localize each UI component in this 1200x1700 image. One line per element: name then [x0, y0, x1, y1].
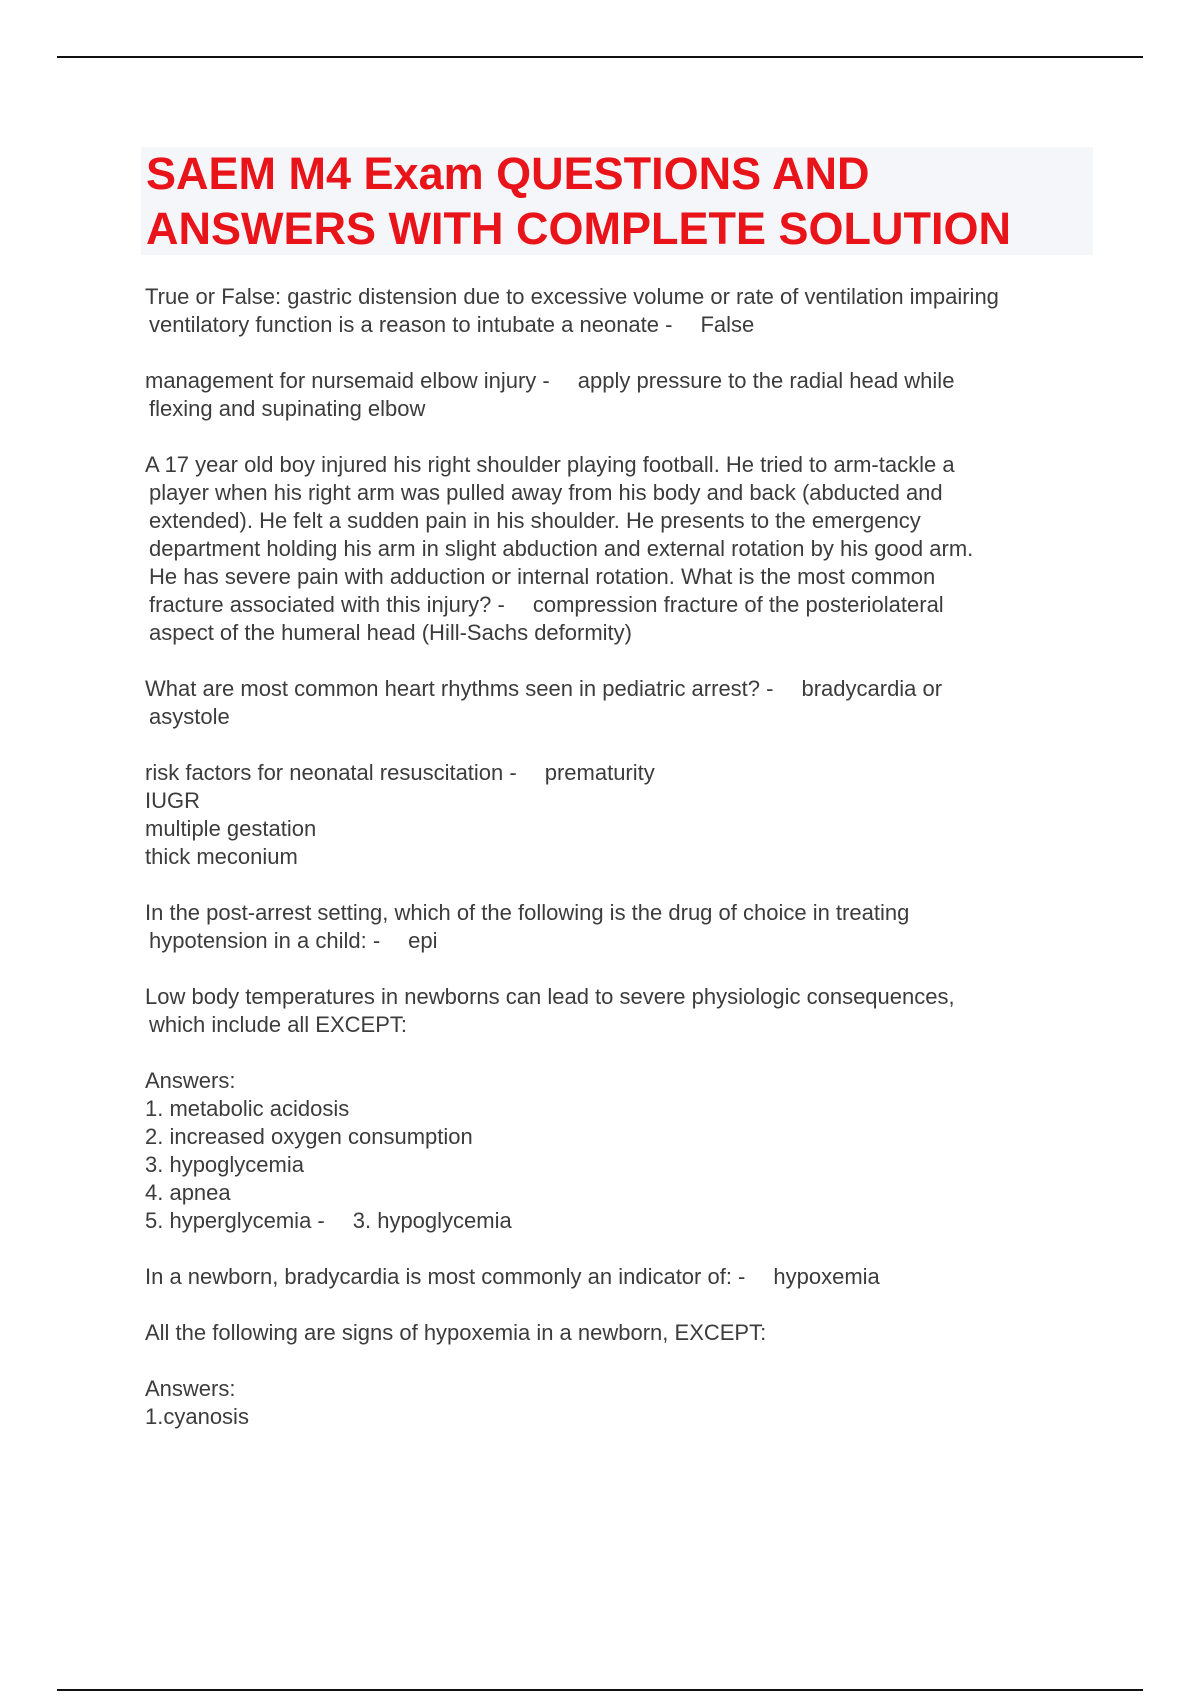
answer-list-item: multiple gestation — [145, 816, 317, 841]
qa-item — [145, 1319, 1105, 1431]
question-text: ventilatory function is a reason to intubate a neonate - — [149, 312, 673, 337]
answer-text: apply pressure to the radial head while — [577, 368, 955, 393]
qa-item — [145, 899, 1105, 955]
option-item: 3. hypoglycemia — [145, 1152, 304, 1177]
question-line: which include all EXCEPT: — [149, 1012, 408, 1037]
question-text: risk factors for neonatal resuscitation - — [145, 760, 517, 785]
page-bottom-rule — [57, 1689, 1143, 1691]
qa-item — [145, 451, 1105, 647]
question-line: extended). He felt a sudden pain in his shoulder. He presents to the emergency — [149, 508, 921, 533]
answer-text: epi — [408, 928, 438, 953]
question-text: In a newborn, bradycardia is most commonly an indicator of: - — [145, 1264, 746, 1289]
answer-text: prematurity — [544, 760, 655, 785]
question-text: management for nursemaid elbow injury - — [145, 368, 550, 393]
option-item: 1.cyanosis — [145, 1404, 249, 1429]
option-text: 5. hyperglycemia - — [145, 1208, 325, 1233]
answer-list-item: thick meconium — [145, 844, 298, 869]
question-line: He has severe pain with adduction or internal rotation. What is the most common — [149, 564, 936, 589]
option-item: 4. apnea — [145, 1180, 231, 1205]
question-line: Low body temperatures in newborns can lead to severe physiologic consequences, — [145, 984, 955, 1009]
qa-item — [145, 983, 1105, 1235]
answers-label: Answers: — [145, 1376, 236, 1401]
document-title-line-2: ANSWERS WITH COMPLETE SOLUTION — [146, 203, 1011, 254]
qa-item — [145, 675, 1105, 731]
answer-text: False — [700, 312, 755, 337]
document-title-line-1: SAEM M4 Exam QUESTIONS AND — [146, 148, 870, 199]
question-line — [145, 759, 1105, 787]
answer-text: compression fracture of the posteriolateral — [532, 592, 944, 617]
question-line: player when his right arm was pulled away from his body and back (abducted and — [149, 480, 943, 505]
answer-text: 3. hypoglycemia — [352, 1208, 512, 1233]
question-line — [145, 311, 1105, 339]
answer-line: aspect of the humeral head (Hill-Sachs deformity) — [149, 620, 632, 645]
question-line — [145, 367, 1105, 395]
document-title-block — [141, 147, 1093, 255]
question-line: department holding his arm in slight abduction and external rotation by his good arm. — [149, 536, 974, 561]
answer-line: asystole — [149, 704, 230, 729]
qa-content — [145, 283, 1105, 1459]
option-item: 2. increased oxygen consumption — [145, 1124, 473, 1149]
question-text: What are most common heart rhythms seen in pediatric arrest? - — [145, 676, 774, 701]
question-line: All the following are signs of hypoxemia in a newborn, EXCEPT: — [145, 1320, 767, 1345]
question-line: A 17 year old boy injured his right shoulder playing football. He tried to arm-tackle a — [145, 452, 955, 477]
question-text: hypotension in a child: - — [149, 928, 381, 953]
question-line — [145, 927, 1105, 955]
question-line: True or False: gastric distension due to excessive volume or rate of ventilation impairing — [145, 284, 999, 309]
qa-item — [145, 759, 1105, 871]
question-text: fracture associated with this injury? - — [149, 592, 505, 617]
qa-item — [145, 367, 1105, 423]
answer-line: flexing and supinating elbow — [149, 396, 426, 421]
question-line — [145, 1263, 1105, 1291]
qa-item — [145, 1263, 1105, 1291]
qa-item — [145, 283, 1105, 339]
answer-text: bradycardia or — [801, 676, 943, 701]
option-item — [145, 1207, 1105, 1235]
question-line — [145, 675, 1105, 703]
page-top-rule — [57, 56, 1143, 58]
question-line: In the post-arrest setting, which of the following is the drug of choice in treating — [145, 900, 910, 925]
option-item: 1. metabolic acidosis — [145, 1096, 350, 1121]
answer-list-item: IUGR — [145, 788, 200, 813]
question-line — [145, 591, 1105, 619]
answers-label: Answers: — [145, 1068, 236, 1093]
answer-text: hypoxemia — [773, 1264, 880, 1289]
